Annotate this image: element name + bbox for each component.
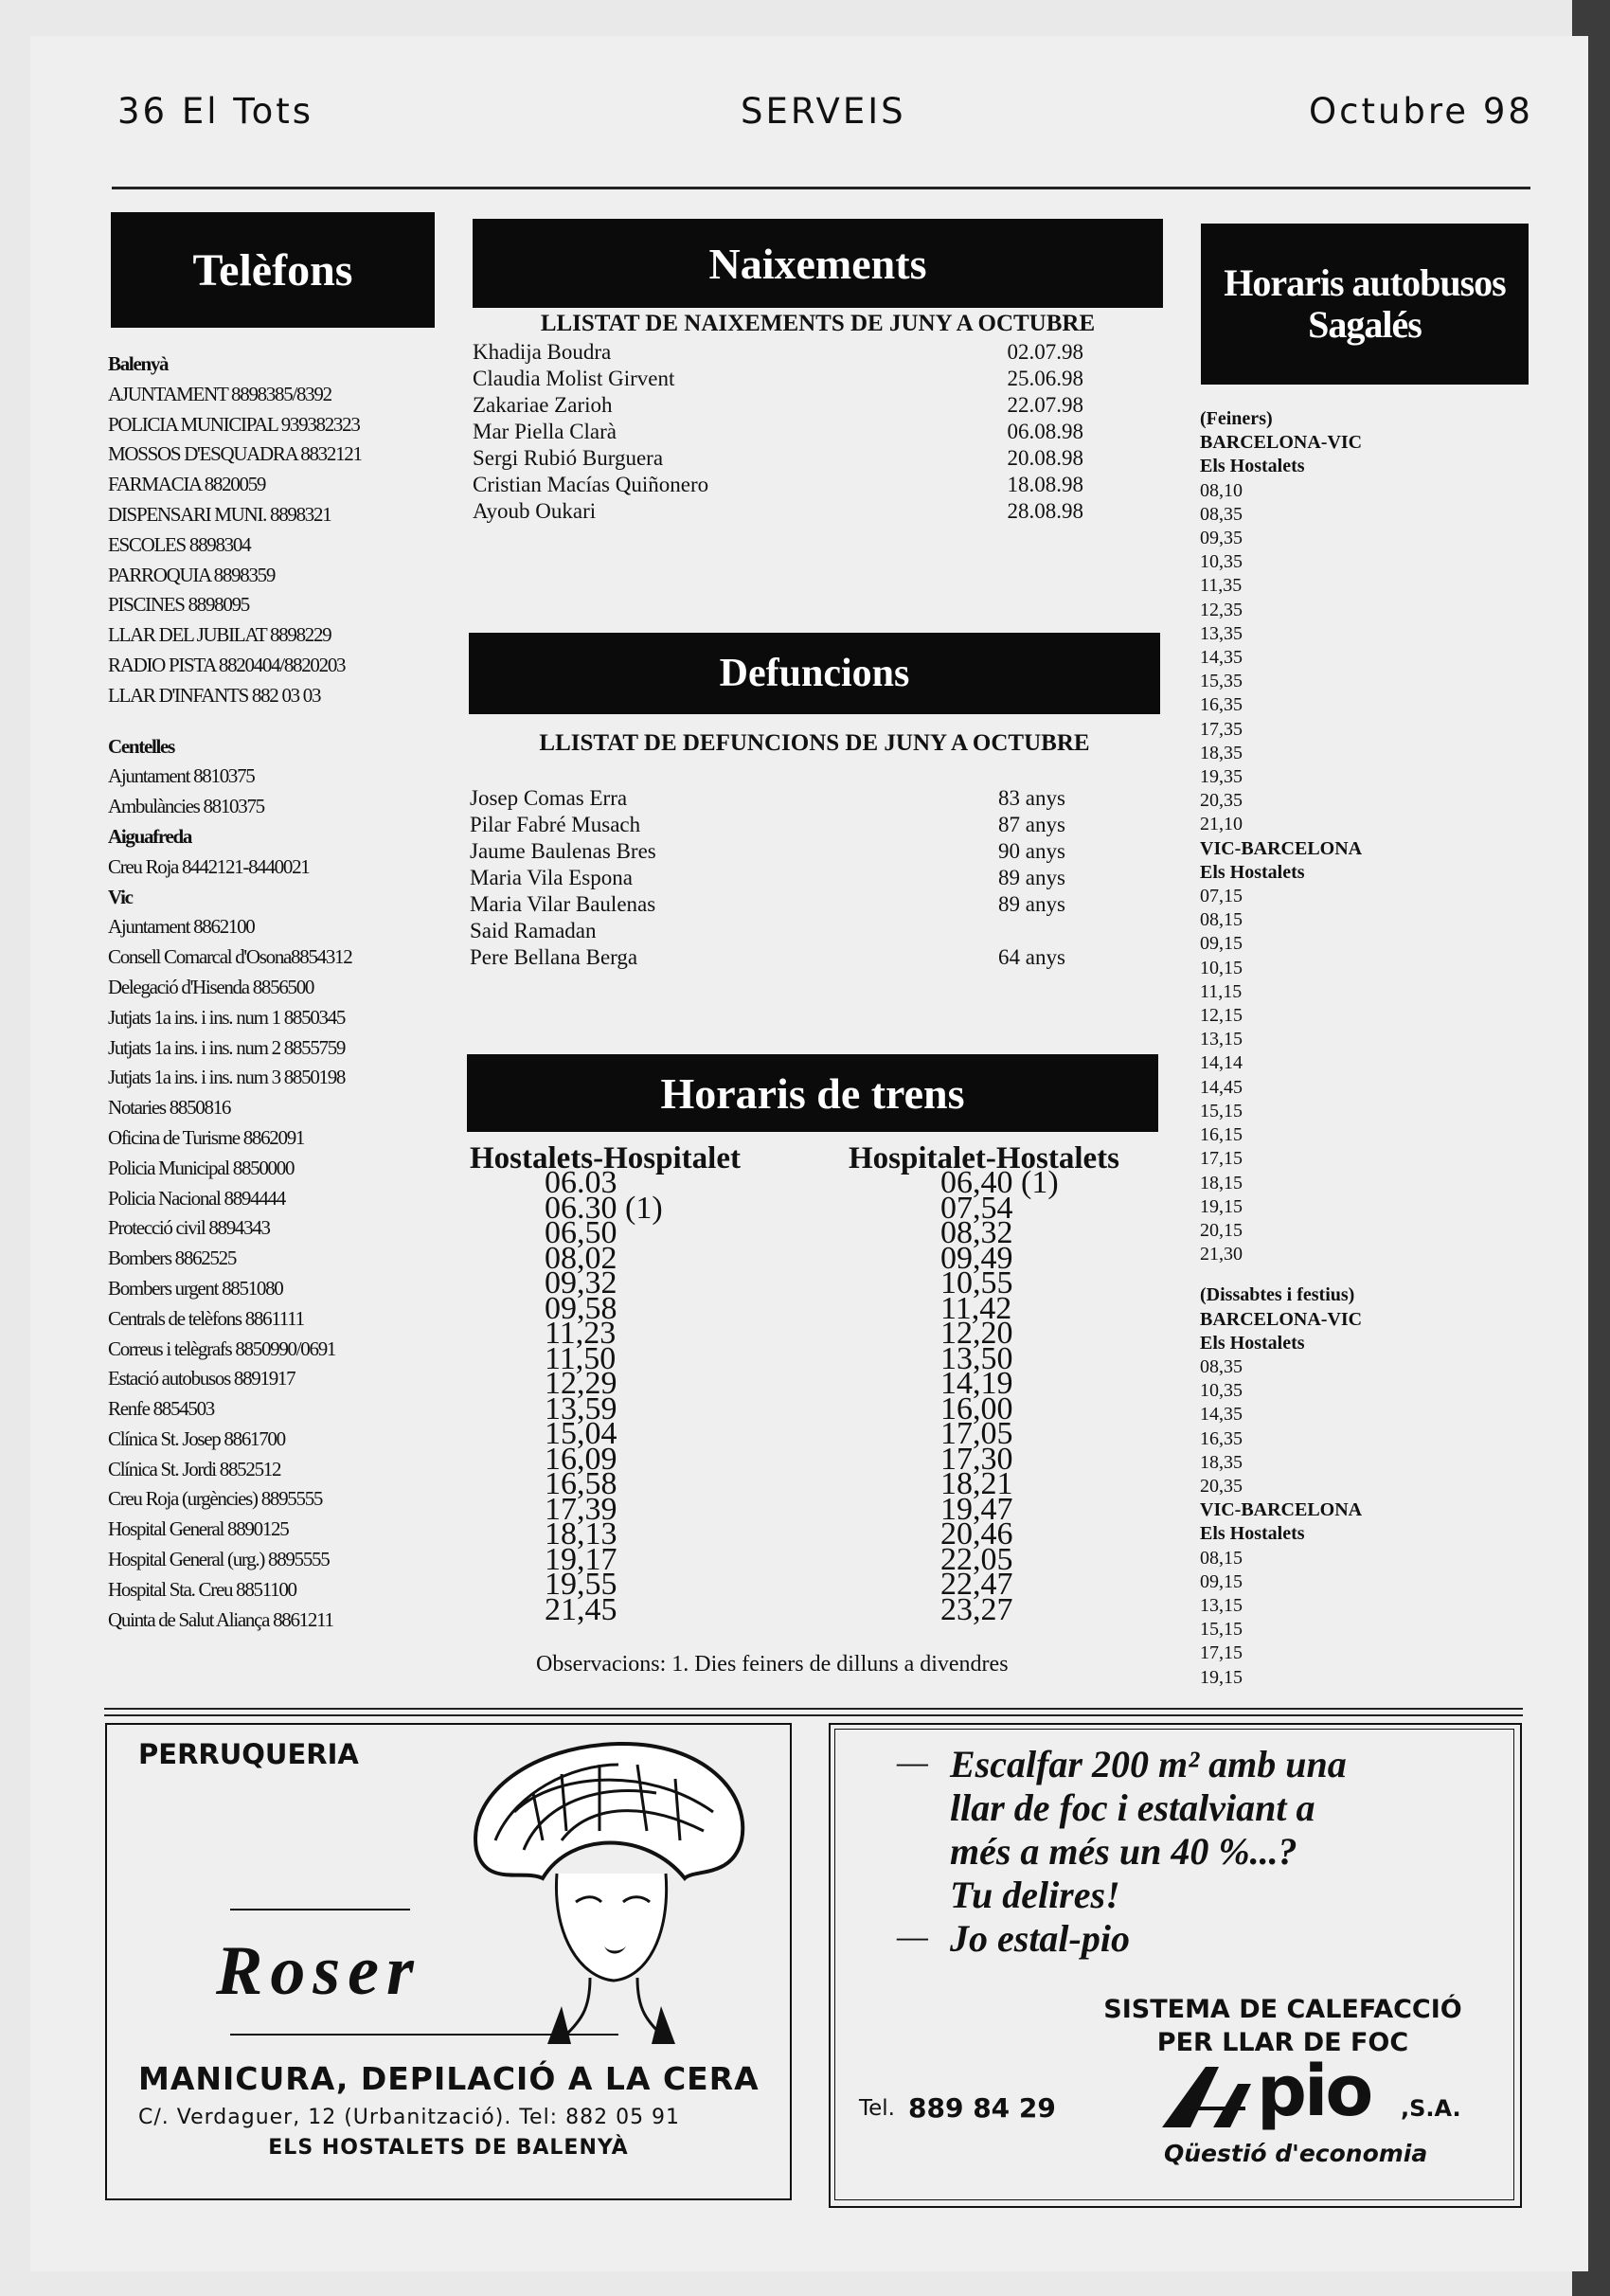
bus-time: 20,35 bbox=[1200, 1475, 1243, 1497]
tren-time: 11,23 bbox=[545, 1316, 617, 1351]
defuncio-row bbox=[470, 865, 1085, 891]
telefons-entry: Quinta de Salut Aliança 8861211 bbox=[108, 1607, 333, 1631]
pio-dash-1: — bbox=[897, 1743, 928, 1782]
bus-heading: VIC-BARCELONA bbox=[1200, 1499, 1363, 1521]
bus-time: 13,15 bbox=[1200, 1029, 1243, 1050]
bus-heading: Els Hostalets bbox=[1200, 456, 1305, 477]
telefons-entry: Ambulàncies 8810375 bbox=[108, 795, 264, 818]
trens-col2-times bbox=[940, 1165, 1073, 1627]
naixement-date: 18.08.98 bbox=[1007, 473, 1083, 496]
bus-time: 08,35 bbox=[1200, 1355, 1243, 1377]
naixement-row bbox=[473, 498, 1083, 525]
bus-time: 18,15 bbox=[1200, 1172, 1243, 1193]
tren-time: 09,58 bbox=[545, 1290, 617, 1326]
bus-time: 10,35 bbox=[1200, 1380, 1243, 1402]
defuncio-name: Josep Comas Erra bbox=[470, 786, 628, 810]
pio-tel-label: Tel. bbox=[859, 2096, 895, 2121]
bus-time: 17,15 bbox=[1200, 1642, 1243, 1664]
naixement-row bbox=[473, 392, 1083, 419]
telefons-entry: Correus i telègrafs 8850990/0691 bbox=[108, 1336, 336, 1360]
tren-time: 11,50 bbox=[545, 1340, 617, 1376]
bus-time: 09,15 bbox=[1200, 1570, 1243, 1592]
telefons-entry: Clínica St. Josep 8861700 bbox=[108, 1426, 285, 1450]
bus-heading: Els Hostalets bbox=[1200, 861, 1305, 883]
defuncio-age: 83 anys bbox=[998, 786, 1065, 810]
bus-time: 14,14 bbox=[1200, 1052, 1243, 1074]
defuncio-name: Maria Vilar Baulenas bbox=[470, 892, 656, 916]
bus-time: 16,15 bbox=[1200, 1124, 1243, 1146]
naixement-date: 06.08.98 bbox=[1007, 420, 1083, 443]
bus-time: 09,35 bbox=[1200, 528, 1243, 549]
tren-time: 12,20 bbox=[940, 1316, 1013, 1351]
telefons-entry: Hospital General 8890125 bbox=[108, 1517, 289, 1541]
bus-time: 08,10 bbox=[1200, 479, 1243, 501]
tren-time: 09,32 bbox=[545, 1265, 617, 1300]
telefons-entry: PISCINES 8898095 bbox=[108, 593, 249, 617]
bus-time: 15,15 bbox=[1200, 1619, 1243, 1641]
autobusos-list bbox=[1200, 407, 1522, 1690]
defuncio-row bbox=[470, 785, 1085, 812]
pio-system-line1: SISTEMA DE CALEFACCIÓ bbox=[1103, 1995, 1462, 2024]
roser-logo: Roser bbox=[216, 1932, 421, 2010]
pio-logo-mark-icon bbox=[1160, 2061, 1255, 2129]
trens-note: Observacions: 1. Dies feiners de dilluns a divendres bbox=[536, 1652, 1009, 1677]
bus-time: 21,30 bbox=[1200, 1244, 1243, 1265]
tren-time: 10,55 bbox=[940, 1265, 1013, 1300]
tren-time: 21,45 bbox=[545, 1591, 617, 1627]
telefons-entry: POLICIA MUNICIPAL 939382323 bbox=[108, 412, 360, 436]
perruqueria-services: MANICURA, DEPILACIÓ A LA CERA bbox=[138, 2060, 760, 2097]
telefons-list bbox=[108, 350, 439, 1635]
telefons-entry: Hospital Sta. Creu 8851100 bbox=[108, 1577, 296, 1601]
bus-heading: BARCELONA-VIC bbox=[1200, 432, 1363, 454]
telefons-entry: Creu Roja 8442121-8440021 bbox=[108, 854, 310, 878]
tren-time: 16,09 bbox=[545, 1441, 617, 1477]
bus-time: 17,15 bbox=[1200, 1148, 1243, 1170]
bus-time: 09,15 bbox=[1200, 933, 1243, 955]
tren-time: 07,54 bbox=[940, 1190, 1013, 1226]
header-page-title: 36 El Tots bbox=[117, 91, 313, 132]
bus-time: 07,15 bbox=[1200, 886, 1243, 907]
naixement-date: 20.08.98 bbox=[1007, 446, 1083, 470]
telefons-title: Telèfons bbox=[111, 212, 435, 328]
naixement-name: Sergi Rubió Burguera bbox=[473, 446, 664, 470]
naixement-name: Cristian Macías Quiñonero bbox=[473, 473, 709, 496]
bus-time: 14,35 bbox=[1200, 647, 1243, 669]
trens-col1-title: Hostalets-Hospitalet bbox=[470, 1141, 741, 1175]
pio-system-line2: PER LLAR DE FOC bbox=[1156, 2028, 1409, 2057]
perruqueria-heading: PERRUQUERIA bbox=[138, 1738, 359, 1770]
bus-time: 10,15 bbox=[1200, 957, 1243, 978]
defuncio-age bbox=[998, 918, 1085, 944]
defuncio-age: 89 anys bbox=[998, 892, 1065, 916]
defuncio-name: Pilar Fabré Musach bbox=[470, 813, 641, 836]
bus-time: 10,35 bbox=[1200, 551, 1243, 573]
defuncio-row bbox=[470, 838, 1085, 865]
defuncio-row bbox=[470, 812, 1085, 838]
bus-heading: (Dissabtes i festius) bbox=[1200, 1284, 1355, 1306]
logo-rule-top bbox=[230, 1909, 410, 1910]
naixement-row bbox=[473, 339, 1083, 366]
bus-heading: BARCELONA-VIC bbox=[1200, 1308, 1363, 1330]
bus-time: 18,35 bbox=[1200, 742, 1243, 763]
telefons-entry: Protecció civil 8894343 bbox=[108, 1216, 270, 1240]
telefons-entry: Jutjats 1a ins. i ins. num 2 8855759 bbox=[108, 1035, 346, 1059]
naixements-list bbox=[473, 339, 1083, 525]
bus-time: 08,15 bbox=[1200, 1547, 1243, 1569]
bus-time: 19,15 bbox=[1200, 1666, 1243, 1688]
ad-pio bbox=[829, 1723, 1522, 2208]
naixement-name: Zakariae Zarioh bbox=[473, 393, 613, 417]
tren-time: 06,40 (1) bbox=[940, 1165, 1059, 1200]
naixement-row bbox=[473, 366, 1083, 392]
naixement-name: Khadija Boudra bbox=[473, 340, 612, 364]
defuncio-row bbox=[470, 918, 1085, 944]
telefons-entry: Centrals de telèfons 8861111 bbox=[108, 1306, 304, 1330]
tren-time: 06.30 (1) bbox=[545, 1190, 663, 1226]
ad-perruqueria bbox=[105, 1723, 792, 2200]
tren-time: 13,59 bbox=[545, 1390, 617, 1426]
naixements-subtitle: LLISTAT DE NAIXEMENTS DE JUNY A OCTUBRE bbox=[540, 311, 1096, 336]
bus-time: 20,35 bbox=[1200, 790, 1243, 812]
header-section: SERVEIS bbox=[741, 91, 906, 132]
naixement-row bbox=[473, 419, 1083, 445]
defuncions-subtitle: LLISTAT DE DEFUNCIONS DE JUNY A OCTUBRE bbox=[539, 730, 1090, 756]
bus-time: 21,10 bbox=[1200, 814, 1243, 835]
tren-time: 14,19 bbox=[940, 1366, 1013, 1401]
tren-time: 22,05 bbox=[940, 1541, 1013, 1577]
tren-time: 19,55 bbox=[545, 1567, 617, 1602]
bus-time: 11,35 bbox=[1200, 575, 1243, 597]
telefons-entry: Consell Comarcal d'Osona8854312 bbox=[108, 945, 352, 969]
telefons-entry: Policia Municipal 8850000 bbox=[108, 1156, 295, 1179]
telefons-entry: LLAR D'INFANTS 882 03 03 bbox=[108, 683, 321, 707]
bus-heading: Els Hostalets bbox=[1200, 1523, 1305, 1545]
bus-spacer bbox=[1200, 1266, 1522, 1283]
tren-time: 18,21 bbox=[940, 1466, 1013, 1501]
telefons-entry: Estació autobusos 8891917 bbox=[108, 1367, 295, 1390]
telefons-entry: DISPENSARI MUNI. 8898321 bbox=[108, 502, 331, 526]
tren-time: 19,47 bbox=[940, 1491, 1013, 1527]
tren-time: 06,50 bbox=[545, 1215, 617, 1250]
header-date: Octubre 98 bbox=[1309, 91, 1533, 132]
pio-line-2: llar de foc i estalviant a bbox=[950, 1786, 1315, 1829]
defuncio-row bbox=[470, 944, 1085, 971]
naixement-name: Ayoub Oukari bbox=[473, 499, 597, 523]
bus-time: 20,15 bbox=[1200, 1219, 1243, 1241]
tren-time: 09,49 bbox=[940, 1240, 1013, 1276]
pio-line-1: Escalfar 200 m² amb una bbox=[950, 1743, 1347, 1785]
tren-time: 19,17 bbox=[545, 1541, 617, 1577]
telefons-entry: Jutjats 1a ins. i ins. num 3 8850198 bbox=[108, 1066, 346, 1089]
bus-time: 15,15 bbox=[1200, 1100, 1243, 1121]
naixement-name: Claudia Molist Girvent bbox=[473, 367, 675, 390]
bus-time: 13,35 bbox=[1200, 622, 1243, 644]
tren-time: 11,42 bbox=[940, 1290, 1012, 1326]
bus-time: 14,45 bbox=[1200, 1076, 1243, 1098]
telefons-group-heading: Balenyà bbox=[108, 352, 169, 375]
telefons-entry: Creu Roja (urgències) 8895555 bbox=[108, 1487, 323, 1511]
defuncio-age: 90 anys bbox=[998, 839, 1065, 863]
woman-portrait-icon bbox=[457, 1736, 760, 2049]
defuncions-title: Defuncions bbox=[469, 633, 1160, 714]
bus-time: 17,35 bbox=[1200, 718, 1243, 740]
defuncio-age: 87 anys bbox=[998, 813, 1065, 836]
bottom-rule-2 bbox=[104, 1714, 1523, 1716]
telefons-entry: Hospital General (urg.) 8895555 bbox=[108, 1548, 330, 1571]
tren-time: 12,29 bbox=[545, 1366, 617, 1401]
trens-col2-title: Hospitalet-Hostalets bbox=[849, 1141, 1119, 1175]
telefons-entry: Oficina de Turisme 8862091 bbox=[108, 1125, 305, 1149]
telefons-entry: Policia Nacional 8894444 bbox=[108, 1186, 285, 1210]
header-rule bbox=[112, 187, 1530, 189]
defuncio-name: Pere Bellana Berga bbox=[470, 945, 638, 969]
telefons-entry: LLAR DEL JUBILAT 8898229 bbox=[108, 623, 331, 647]
telefons-entry: Bombers urgent 8851080 bbox=[108, 1276, 283, 1300]
naixement-row bbox=[473, 472, 1083, 498]
naixement-date: 22.07.98 bbox=[1007, 393, 1083, 417]
tren-time: 16,00 bbox=[940, 1390, 1013, 1426]
pio-slogan: Qüestió d'economia bbox=[1164, 2140, 1428, 2167]
telefons-entry: AJUNTAMENT 8898385/8392 bbox=[108, 382, 331, 405]
naixement-date: 02.07.98 bbox=[1007, 340, 1083, 364]
telefons-entry: Renfe 8854503 bbox=[108, 1397, 214, 1421]
defuncio-name: Maria Vila Espona bbox=[470, 866, 633, 889]
telefons-entry: Ajuntament 8862100 bbox=[108, 915, 255, 939]
defuncio-name: Jaume Baulenas Bres bbox=[470, 839, 656, 863]
defuncio-row bbox=[470, 891, 1085, 918]
trens-col1-times bbox=[545, 1165, 663, 1627]
autobusos-title-line1: Horaris autobusos bbox=[1224, 261, 1506, 304]
bus-heading: (Feiners) bbox=[1200, 408, 1273, 429]
pio-line-3: més a més un 40 %...? bbox=[950, 1830, 1297, 1873]
naixement-name: Mar Piella Clarà bbox=[473, 420, 617, 443]
bus-heading: VIC-BARCELONA bbox=[1200, 837, 1363, 859]
naixement-row bbox=[473, 445, 1083, 472]
pio-brand-suffix: ,S.A. bbox=[1401, 2095, 1461, 2122]
bus-time: 08,15 bbox=[1200, 909, 1243, 931]
bus-heading: Els Hostalets bbox=[1200, 1332, 1305, 1354]
tren-time: 16,58 bbox=[545, 1466, 617, 1501]
bus-time: 15,35 bbox=[1200, 671, 1243, 692]
telefons-group-heading: Centelles bbox=[108, 734, 174, 758]
autobusos-title-line2: Sagalés bbox=[1308, 303, 1422, 346]
bus-time: 12,35 bbox=[1200, 599, 1243, 620]
telefons-entry: RADIO PISTA 8820404/8820203 bbox=[108, 653, 346, 676]
telefons-entry: Ajuntament 8810375 bbox=[108, 764, 255, 788]
defuncio-age: 64 anys bbox=[998, 945, 1065, 969]
telefons-entry: Delegació d'Hisenda 8856500 bbox=[108, 975, 314, 998]
telefons-entry: MOSSOS D'ESQUADRA 8832121 bbox=[108, 442, 362, 466]
bus-time: 16,35 bbox=[1200, 694, 1243, 716]
bottom-rule-1 bbox=[104, 1708, 1523, 1710]
bus-time: 19,15 bbox=[1200, 1195, 1243, 1217]
pio-brand: pio bbox=[1257, 2051, 1371, 2132]
pio-tel: 889 84 29 bbox=[908, 2092, 1056, 2124]
naixement-date: 28.08.98 bbox=[1007, 499, 1083, 523]
perruqueria-town: ELS HOSTALETS DE BALENYÀ bbox=[268, 2136, 629, 2160]
bus-time: 14,35 bbox=[1200, 1404, 1243, 1426]
telefons-entry: Clínica St. Jordi 8852512 bbox=[108, 1457, 281, 1480]
bus-time: 19,35 bbox=[1200, 766, 1243, 788]
bus-time: 12,15 bbox=[1200, 1005, 1243, 1027]
telefons-group-heading: Vic bbox=[108, 885, 133, 908]
telefons-entry: Bombers 8862525 bbox=[108, 1247, 237, 1270]
telefons-entry: PARROQUIA 8898359 bbox=[108, 563, 276, 586]
pio-dash-2: — bbox=[897, 1917, 928, 1956]
telefons-entry: Notaries 8850816 bbox=[108, 1096, 231, 1120]
tren-time: 17,30 bbox=[940, 1441, 1013, 1477]
tren-time: 23,27 bbox=[940, 1591, 1013, 1627]
bus-time: 11,15 bbox=[1200, 980, 1243, 1002]
defuncions-list bbox=[470, 785, 1085, 971]
trens-title: Horaris de trens bbox=[467, 1054, 1158, 1132]
naixement-date: 25.06.98 bbox=[1007, 367, 1083, 390]
perruqueria-address: C/. Verdaguer, 12 (Urbanització). Tel: 882 05 91 bbox=[138, 2106, 681, 2129]
tren-time: 18,13 bbox=[545, 1516, 617, 1552]
bus-time: 16,35 bbox=[1200, 1427, 1243, 1449]
tren-time: 22,47 bbox=[940, 1567, 1013, 1602]
tren-time: 15,04 bbox=[545, 1416, 617, 1451]
pio-system bbox=[1067, 1993, 1498, 2059]
tren-time: 08,32 bbox=[940, 1215, 1013, 1250]
bus-time: 08,35 bbox=[1200, 503, 1243, 525]
tren-time: 06.03 bbox=[545, 1165, 617, 1200]
telefons-entry: ESCOLES 8898304 bbox=[108, 532, 251, 556]
bus-time: 13,15 bbox=[1200, 1594, 1243, 1616]
pio-line-5: Jo estal-pio bbox=[950, 1917, 1130, 1960]
defuncio-age: 89 anys bbox=[998, 866, 1065, 889]
tren-time: 13,50 bbox=[940, 1340, 1013, 1376]
tren-time: 20,46 bbox=[940, 1516, 1013, 1552]
telefons-entry: FARMACIA 8820059 bbox=[108, 473, 266, 496]
pio-line-4: Tu delires! bbox=[950, 1874, 1120, 1916]
autobusos-title bbox=[1201, 224, 1529, 385]
telefons-group-heading: Aiguafreda bbox=[108, 824, 192, 848]
telefons-entry: Jutjats 1a ins. i ins. num 1 8850345 bbox=[108, 1005, 346, 1029]
defuncio-name: Said Ramadan bbox=[470, 919, 597, 942]
bus-time: 18,35 bbox=[1200, 1451, 1243, 1473]
tren-time: 08,02 bbox=[545, 1240, 617, 1276]
tren-time: 17,39 bbox=[545, 1491, 617, 1527]
tren-time: 17,05 bbox=[940, 1416, 1013, 1451]
naixements-title: Naixements bbox=[473, 219, 1163, 308]
